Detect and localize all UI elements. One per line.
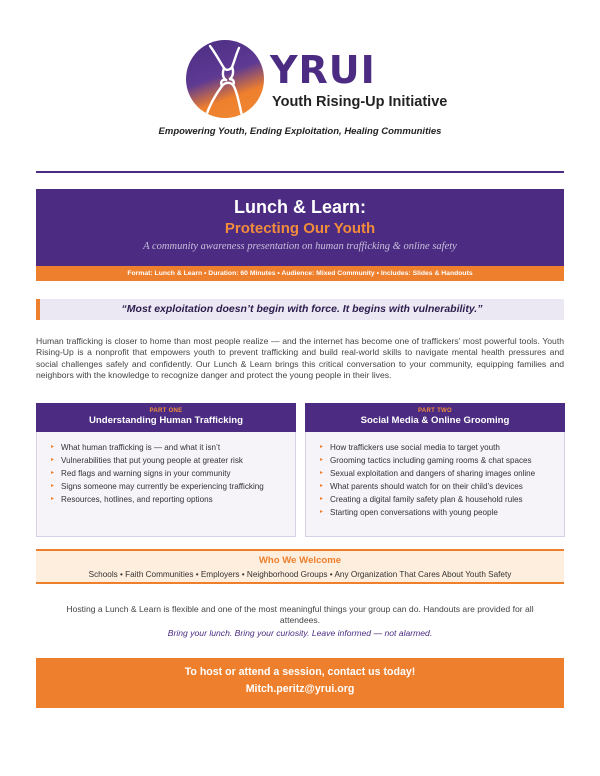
audience-list: Schools • Faith Communities • Employers • Neighborhood Groups • Any Organization That Cares About Youth Safety: [88, 570, 512, 579]
card-body: [305, 432, 565, 537]
bullet-icon: ▸: [51, 483, 55, 489]
banner-subtitle: Protecting Our Youth: [224, 220, 376, 237]
part-two-card: [305, 403, 565, 537]
part-one-card: [36, 403, 296, 537]
hosting-text: Hosting a Lunch & Learn is flexible and one of the most meaningful things your group can do. Handouts are provided for all attendees.: [66, 604, 534, 626]
list-item: [51, 493, 295, 506]
list-item: [320, 480, 564, 493]
brand-logo: [186, 40, 448, 126]
list-item-text: Signs someone may currently be experiencing trafficking: [61, 482, 264, 491]
tagline: Empowering Youth, Ending Exploitation, Healing Communities: [158, 126, 442, 137]
hands-reaching-icon: [186, 40, 264, 118]
list-item-text: Sexual exploitation and dangers of sharing images online: [330, 469, 536, 478]
card-kicker: PART ONE: [149, 408, 183, 414]
list-item: [51, 467, 295, 480]
list-item: [320, 506, 564, 519]
divider: [36, 171, 564, 173]
card-header: [36, 403, 296, 432]
list-item-text: How traffickers use social media to target youth: [330, 443, 500, 452]
list-item-text: Starting open conversations with young people: [330, 508, 498, 517]
card-kicker: PART TWO: [418, 408, 452, 414]
contact-cta: [36, 658, 564, 708]
audience-section: [36, 549, 564, 584]
list-item-text: What parents should watch for on their child’s devices: [330, 482, 523, 491]
card-title: Social Media & Online Grooming: [360, 415, 510, 426]
list-item-text: Red flags and warning signs in your community: [61, 469, 231, 478]
topic-list: [51, 441, 295, 506]
list-item: [320, 454, 564, 467]
topic-list: [320, 441, 564, 519]
banner-description: A community awareness presentation on human trafficking & online safety: [143, 241, 457, 252]
bullet-icon: ▸: [320, 509, 324, 515]
contact-email-link[interactable]: Mitch.peritz@yrui.org: [245, 683, 355, 695]
slogan: Bring your lunch. Bring your curiosity. Leave informed — not alarmed.: [167, 628, 433, 638]
card-header: [305, 403, 565, 432]
list-item-text: Vulnerabilities that put young people at greater risk: [61, 456, 243, 465]
bullet-icon: ▸: [51, 470, 55, 476]
list-item-text: Resources, hotlines, and reporting options: [61, 495, 213, 504]
header-banner: [36, 189, 564, 281]
bullet-icon: ▸: [320, 444, 324, 450]
logo-wordmark: YRUI: [270, 48, 376, 92]
pull-quote: “Most exploitation doesn’t begin with force. It begins with vulnerability.”: [36, 299, 564, 320]
bullet-icon: ▸: [51, 457, 55, 463]
bullet-icon: ▸: [320, 496, 324, 502]
card-title: Understanding Human Trafficking: [88, 415, 244, 426]
intro-paragraph: Human trafficking is closer to home than most people realize — and the internet has become one of traffickers’ most powerful tools. Youth Rising-Up is a nonprofit that empowers youth to prevent trafficking and build real-world skills to navigate mental health pressures and social challenges safely and confidently. Our Lunch & Learn brings this critical conversation to your community, equipping families and neighbors with the knowledge to recognize danger and protect the young people in their lives.: [36, 336, 564, 381]
banner-title: Lunch & Learn:: [233, 197, 366, 217]
audience-title: Who We Welcome: [258, 555, 342, 566]
event-details-strip: Format: Lunch & Learn • Duration: 60 Minutes • Audience: Mixed Community • Includes: Slides & Handouts: [36, 266, 564, 281]
bullet-icon: ▸: [320, 483, 324, 489]
list-item: [51, 480, 295, 493]
list-item: [320, 493, 564, 506]
list-item: [320, 441, 564, 454]
list-item: [51, 441, 295, 454]
list-item: [51, 454, 295, 467]
bullet-icon: ▸: [320, 457, 324, 463]
bullet-icon: ▸: [51, 444, 55, 450]
list-item: [320, 467, 564, 480]
cta-text: To host or attend a session, contact us today!: [184, 666, 416, 678]
bullet-icon: ▸: [320, 470, 324, 476]
list-item-text: Grooming tactics including gaming rooms & chat spaces: [330, 456, 532, 465]
organization-name: Youth Rising-Up Initiative: [272, 94, 448, 110]
card-body: [36, 432, 296, 537]
bullet-icon: ▸: [51, 496, 55, 502]
list-item-text: Creating a digital family safety plan & household rules: [330, 495, 523, 504]
list-item-text: What human trafficking is — and what it isn’t: [61, 443, 221, 452]
